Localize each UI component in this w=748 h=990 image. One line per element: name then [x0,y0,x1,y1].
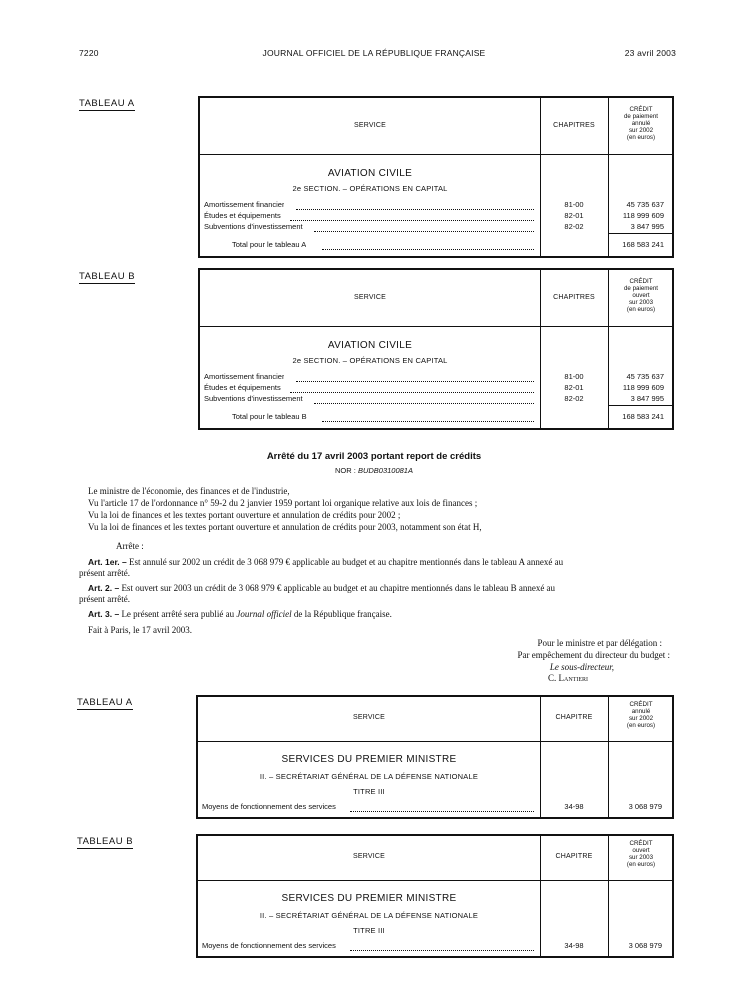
column-header-service: SERVICE [353,122,386,129]
column-header-chapitre: CHAPITRE [555,714,593,721]
table-row-amount: 3 068 979 [628,941,662,950]
column-header-chapitres: CHAPITRES [553,294,595,301]
preamble-line: Le ministre de l'économie, des finances et de l'industrie, [88,486,290,496]
total-label: Total pour le tableau B [232,412,307,421]
section-subtitle: 2e SECTION. – OPÉRATIONS EN CAPITAL [292,184,448,193]
total-amount: 168 583 241 [622,240,664,249]
table-row-label: Études et équipements [204,383,281,392]
table-row-label: Amortissement financier [204,200,285,209]
column-header-service: SERVICE [353,294,386,301]
table-row-amount: 118 999 609 [622,383,664,392]
table-row-chapter: 34-98 [564,941,584,950]
section-title: SERVICES DU PREMIER MINISTRE [281,893,457,904]
total-amount: 168 583 241 [622,412,664,421]
table-row-label: Subventions d'investissement [204,222,303,231]
table-row-chapter: 82-02 [564,222,584,231]
table-row-amount: 45 735 637 [626,372,664,381]
preamble-line: Vu la loi de finances et les textes portant ouverture et annulation de crédits pour 2003, notamment son état H, [88,522,482,532]
signature-line: Par empêchement du directeur du budget : [517,650,670,660]
article-2: Art. 2. – Est ouvert sur 2003 un crédit de 3 068 979 € applicable au budget et au chapitre mentionnés dans le tableau B annexé au [88,583,556,593]
journal-title: JOURNAL OFFICIEL DE LA RÉPUBLIQUE FRANÇAISE [262,48,486,58]
section-subtitle: 2e SECTION. – OPÉRATIONS EN CAPITAL [292,356,448,365]
column-header-credit: CRÉDIT de paiement annulé sur 2002 (en euros) [623,106,659,141]
signature-line: Pour le ministre et par délégation : [537,638,662,648]
section-titre: TITRE III [353,926,385,935]
table-label: TABLEAU B [77,836,134,847]
section-subtitle: II. – SECRÉTARIAT GÉNÉRAL DE LA DÉFENSE NATIONALE [259,772,479,781]
table-row-chapter: 82-01 [564,211,584,220]
issue-date: 23 avril 2003 [624,48,676,58]
table-label: TABLEAU A [79,98,135,109]
table-row-label: Moyens de fonctionnement des services [202,802,336,811]
table-row-chapter: 34-98 [564,802,584,811]
signature-line: Le sous-directeur, [549,662,614,672]
fait-a-paris: Fait à Paris, le 17 avril 2003. [88,625,192,635]
table-label: TABLEAU A [77,697,133,708]
credit-table-b [198,268,674,430]
column-header-credit: CRÉDIT ouvert sur 2003 (en euros) [626,840,656,868]
table-row-label: Subventions d'investissement [204,394,303,403]
credit-table-a [198,96,674,258]
section-title: AVIATION CIVILE [327,340,413,351]
table-row-chapter: 81-00 [564,372,584,381]
table-row-amount: 45 735 637 [626,200,664,209]
table-row-amount: 3 847 995 [630,222,664,231]
section-subtitle: II. – SECRÉTARIAT GÉNÉRAL DE LA DÉFENSE NATIONALE [259,911,479,920]
arrete-word: Arrête : [116,541,144,551]
table-row-label: Moyens de fonctionnement des services [202,941,336,950]
arrete-title: Arrêté du 17 avril 2003 portant report de crédits [266,451,482,462]
preamble-line: Vu l'article 17 de l'ordonnance n° 59-2 du 2 janvier 1959 portant loi organique relative aux lois de finances ; [88,498,478,508]
section-title: SERVICES DU PREMIER MINISTRE [281,754,457,765]
table-row-amount: 3 847 995 [630,394,664,403]
signatory-name: C. Lantieri [548,673,588,683]
article-2-cont: présent arrêté. [79,594,130,604]
table-row-chapter: 82-02 [564,394,584,403]
table-row-chapter: 81-00 [564,200,584,209]
nor-reference: NOR : BUDB0310081A [335,466,413,475]
section-title: AVIATION CIVILE [327,168,413,179]
column-header-credit: CRÉDIT de paiement ouvert sur 2003 (en euros) [623,278,659,313]
table-row-amount: 3 068 979 [628,802,662,811]
table-row-label: Études et équipements [204,211,281,220]
article-1: Art. 1er. – Est annulé sur 2002 un crédit de 3 068 979 € applicable au budget et au chapitre mentionnés dans le tableau A annexé au [88,557,564,567]
section-titre: TITRE III [353,787,385,796]
table-label: TABLEAU B [79,271,136,282]
column-header-credit: CRÉDIT annulé sur 2002 (en euros) [626,701,656,729]
article-1-cont: présent arrêté. [79,568,130,578]
credit-table-a-2 [196,695,674,819]
column-header-service: SERVICE [352,714,385,721]
table-row-label: Amortissement financier [204,372,285,381]
column-header-service: SERVICE [352,853,385,860]
credit-table-b-2 [196,834,674,958]
table-row-amount: 118 999 609 [622,211,664,220]
column-header-chapitres: CHAPITRES [553,122,595,129]
column-header-chapitre: CHAPITRE [555,853,593,860]
page-number: 7220 [79,48,99,58]
article-3: Art. 3. – Le présent arrêté sera publié au Journal officiel de la République française. [88,609,392,619]
preamble-line: Vu la loi de finances et les textes portant ouverture et annulation de crédits pour 2002 ; [88,510,401,520]
total-label: Total pour le tableau A [232,240,307,249]
table-row-chapter: 82-01 [564,383,584,392]
